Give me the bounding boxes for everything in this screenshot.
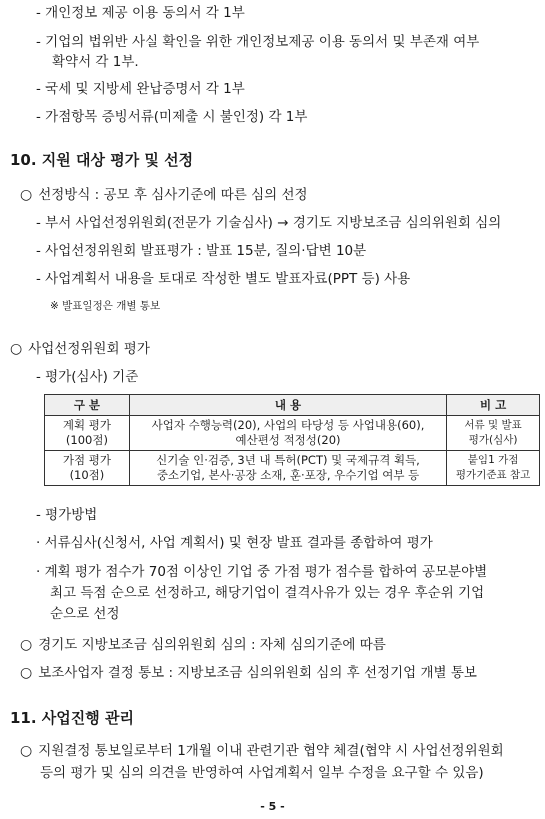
table-cell-category bbox=[45, 451, 130, 486]
table-header: 비 고 bbox=[447, 395, 540, 416]
doc-item-violation-consent: - 기업의 법위반 사실 확인을 위한 개인정보제공 이용 동의서 및 부존재 여부 bbox=[36, 34, 480, 50]
circle-bullet-icon: ○ bbox=[10, 341, 23, 357]
method-item-process: - 부서 사업선정위원회(전문가 기술심사) → 경기도 지방보조금 심의위원회 심의 bbox=[36, 215, 502, 231]
eval-method-label: - 평가방법 bbox=[36, 507, 98, 523]
table-header: 구 분 bbox=[45, 395, 130, 416]
table-cell-remark bbox=[447, 416, 540, 451]
gyeonggi-review-text: 경기도 지방보조금 심의위원회 심의 : 자체 심의기준에 따름 bbox=[38, 637, 386, 653]
section-10-title: 10. 지원 대상 평가 및 선정 bbox=[10, 151, 194, 169]
committee-eval-text: 사업선정위원회 평가 bbox=[28, 341, 150, 357]
progress-management-text: 지원결정 통보일로부터 1개월 이내 관련기관 협약 체결(협약 시 사업선정위원회 bbox=[38, 743, 504, 759]
method-note: ※ 발표일정은 개별 통보 bbox=[50, 300, 161, 312]
committee-eval bbox=[10, 340, 150, 358]
circle-bullet-icon: ○ bbox=[20, 637, 33, 653]
criteria-label: - 평가(심사) 기준 bbox=[36, 369, 139, 385]
table-cell-category bbox=[45, 416, 130, 451]
selection-method-text: 선정방식 : 공모 후 심사기준에 따른 심의 선정 bbox=[38, 187, 308, 203]
doc-item-tax-certificate: - 국세 및 지방세 완납증명서 각 1부 bbox=[36, 81, 245, 97]
method-item-presentation: - 사업선정위원회 발표평가 : 발표 15분, 질의·답변 10분 bbox=[36, 243, 367, 259]
circle-bullet-icon: ○ bbox=[20, 743, 33, 759]
table-row bbox=[45, 451, 540, 486]
page-number: - 5 - bbox=[260, 800, 285, 813]
table-cell-remark bbox=[447, 451, 540, 486]
category-line: 가점 평가 bbox=[62, 453, 111, 467]
content-line: 중소기업, 본사·공장 소재, 훈·포장, 우수기업 여부 등 bbox=[156, 468, 420, 482]
method-item-materials: - 사업계획서 내용을 토대로 작성한 별도 발표자료(PPT 등) 사용 bbox=[36, 271, 411, 287]
remark-line: 서류 및 발표 bbox=[464, 419, 522, 431]
table-cell-content bbox=[129, 451, 446, 486]
eval-method-item: · 계획 평가 점수가 70점 이상인 기업 중 가점 평가 점수를 합하여 공모분야별 bbox=[36, 564, 488, 580]
decision-notice bbox=[20, 664, 477, 682]
circle-bullet-icon: ○ bbox=[20, 665, 33, 681]
content-line: 신기술 인·검증, 3년 내 특허(PCT) 및 국제규격 획득, bbox=[156, 453, 420, 467]
table-header: 내 용 bbox=[129, 395, 446, 416]
doc-item-violation-consent-cont: 확약서 각 1부. bbox=[52, 54, 139, 70]
content-line: 사업자 수행능력(20), 사업의 타당성 등 사업내용(60), bbox=[151, 418, 425, 432]
table-header-row bbox=[45, 395, 540, 416]
remark-line: 평가기준표 참고 bbox=[455, 469, 531, 481]
decision-notice-text: 보조사업자 결정 통보 : 지방보조금 심의위원회 심의 후 선정기업 개별 통보 bbox=[38, 665, 477, 681]
criteria-table bbox=[44, 394, 540, 486]
category-line: (100점) bbox=[65, 433, 108, 447]
progress-management bbox=[20, 742, 504, 760]
eval-method-item: · 서류심사(신청서, 사업 계획서) 및 현장 발표 결과를 종합하여 평가 bbox=[36, 535, 433, 551]
category-line: (10점) bbox=[69, 468, 105, 482]
circle-bullet-icon: ○ bbox=[20, 187, 33, 203]
doc-item-bonus-evidence: - 가점항목 증빙서류(미제출 시 불인정) 각 1부 bbox=[36, 109, 308, 125]
category-line: 계획 평가 bbox=[62, 418, 111, 432]
eval-method-item-cont: 순으로 선정 bbox=[50, 606, 120, 622]
content-line: 예산편성 적정성(20) bbox=[235, 433, 341, 447]
remark-line: 붙임1 가점 bbox=[467, 454, 519, 466]
eval-method-item-cont: 최고 득점 순으로 선정하고, 해당기업이 결격사유가 있는 경우 후순위 기업 bbox=[50, 585, 485, 601]
remark-line: 평가(심사) bbox=[468, 434, 518, 446]
table-row bbox=[45, 416, 540, 451]
table-cell-content bbox=[129, 416, 446, 451]
progress-management-cont: 등의 평가 및 심의 의견을 반영하여 사업계획서 일부 수정을 요구할 수 있음) bbox=[40, 765, 484, 781]
doc-item-privacy-consent: - 개인정보 제공 이용 동의서 각 1부 bbox=[36, 5, 245, 21]
selection-method bbox=[20, 186, 308, 204]
section-11-title: 11. 사업진행 관리 bbox=[10, 709, 134, 727]
gyeonggi-review bbox=[20, 636, 386, 654]
